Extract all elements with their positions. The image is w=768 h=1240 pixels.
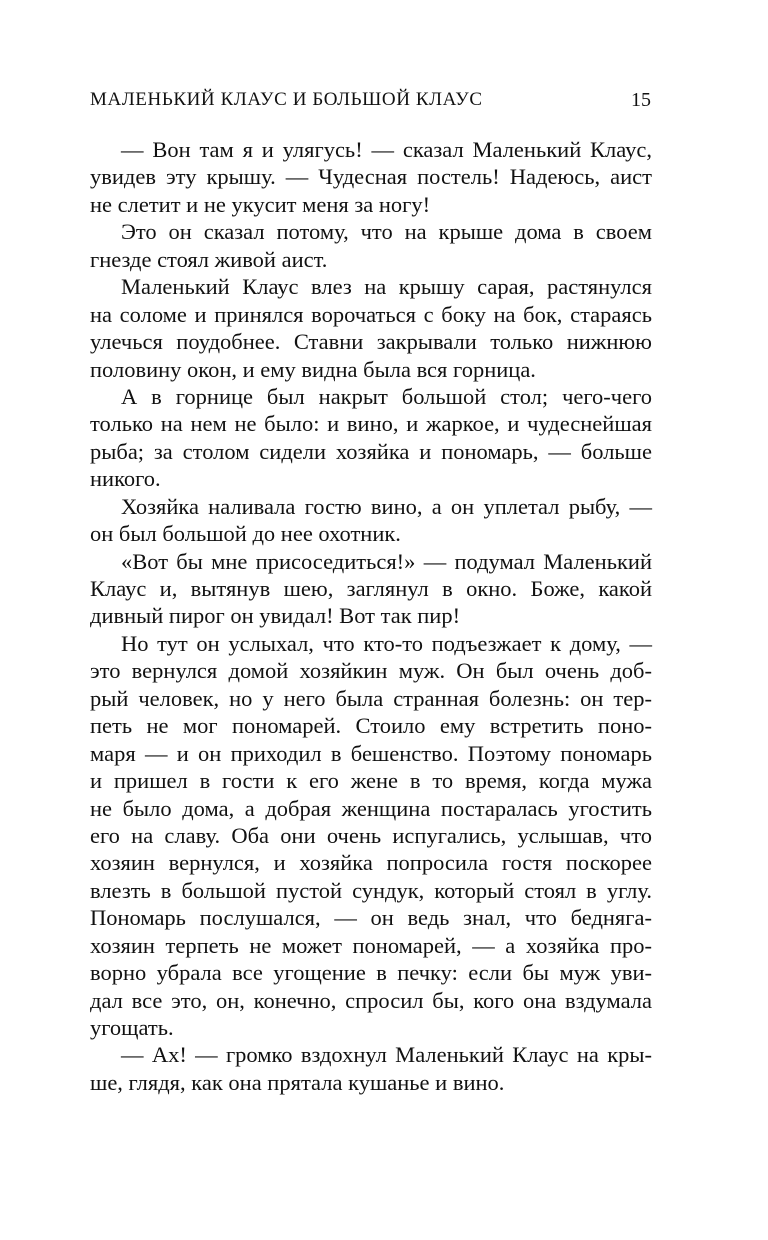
text-line: увидев эту крышу. — Чудесная постель! Надеюсь, аист: [90, 164, 652, 190]
body-text: [90, 136, 652, 1096]
text-line: он был большой до нее охотник.: [90, 521, 401, 547]
text-line: Это он сказал потому, что на крыше дома в своем: [121, 219, 652, 245]
text-line: «Вот бы мне присоседиться!» — подумал Маленький: [121, 548, 652, 574]
text-line: Пономарь послушался, — он ведь знал, что бедняга-: [90, 905, 652, 931]
text-line: маря — и он приходил в бешенство. Поэтому пономарь: [90, 740, 652, 766]
text-line: хозяин терпеть не может пономарей, — а хозяйка про-: [90, 932, 652, 958]
text-line: Маленький Клаус влез на крышу сарая, растянулся: [121, 274, 652, 300]
text-line: — Вон там я и улягусь! — сказал Маленький Клаус,: [121, 137, 652, 162]
text-line: рый человек, но у него была странная болезнь: он тер-: [90, 685, 652, 711]
text-line: рыба; за столом сидели хозяйка и пономарь, — больше: [90, 438, 652, 464]
text-line: и пришел в гости к его жене в то время, когда мужа: [90, 768, 652, 794]
text-line: хозяин вернулся, и хозяйка попросила гостя поскорее: [90, 850, 652, 876]
text-line: дивный пирог он увидал! Вот так пир!: [90, 603, 461, 629]
text-line: А в горнице был накрыт большой стол; чего-чего: [121, 383, 652, 409]
text-line: никого.: [90, 466, 161, 492]
page-number: 15: [631, 89, 651, 111]
text-line: Но тут он услыхал, что кто-то подъезжает к дому, —: [121, 630, 652, 656]
text-line: ворно убрала все угощение в печку: если бы муж уви-: [90, 960, 652, 986]
text-line: угощать.: [90, 1015, 174, 1040]
running-title: МАЛЕНЬКИЙ КЛАУС И БОЛЬШОЙ КЛАУС: [90, 89, 483, 110]
text-line: — Ах! — громко вздохнул Маленький Клаус на кры-: [121, 1042, 652, 1068]
text-line: ше, глядя, как она прятала кушанье и вино.: [90, 1069, 505, 1095]
text-line: не слетит и не укусит меня за ногу!: [90, 191, 431, 217]
text-line: дал все это, он, конечно, спросил бы, кого она вздумала: [90, 987, 652, 1013]
text-line: улечься поудобнее. Ставни закрывали только нижнюю: [90, 329, 652, 355]
text-line: влезть в большой пустой сундук, который стоял в углу.: [90, 877, 652, 903]
text-line: это вернулся домой хозяйкин муж. Он был очень доб-: [90, 658, 652, 684]
text-line: половину окон, и ему видна была вся горница.: [90, 356, 536, 382]
text-line: его на славу. Оба они очень испугались, услышав, что: [90, 822, 652, 848]
text-line: Хозяйка наливала гостю вино, а он уплетал рыбу, —: [121, 493, 652, 519]
text-line: Клаус и, вытянув шею, заглянул в окно. Боже, какой: [90, 576, 652, 601]
text-line: на соломе и принялся ворочаться с боку на бок, стараясь: [90, 301, 652, 327]
text-line: гнезде стоял живой аист.: [90, 246, 328, 272]
text-line: не было дома, а добрая женщина постаралась угостить: [90, 795, 652, 821]
text-line: только на нем не было: и вино, и жаркое, и чудеснейшая: [90, 411, 652, 437]
text-line: петь не мог пономарей. Стоило ему встретить поно-: [90, 713, 652, 739]
